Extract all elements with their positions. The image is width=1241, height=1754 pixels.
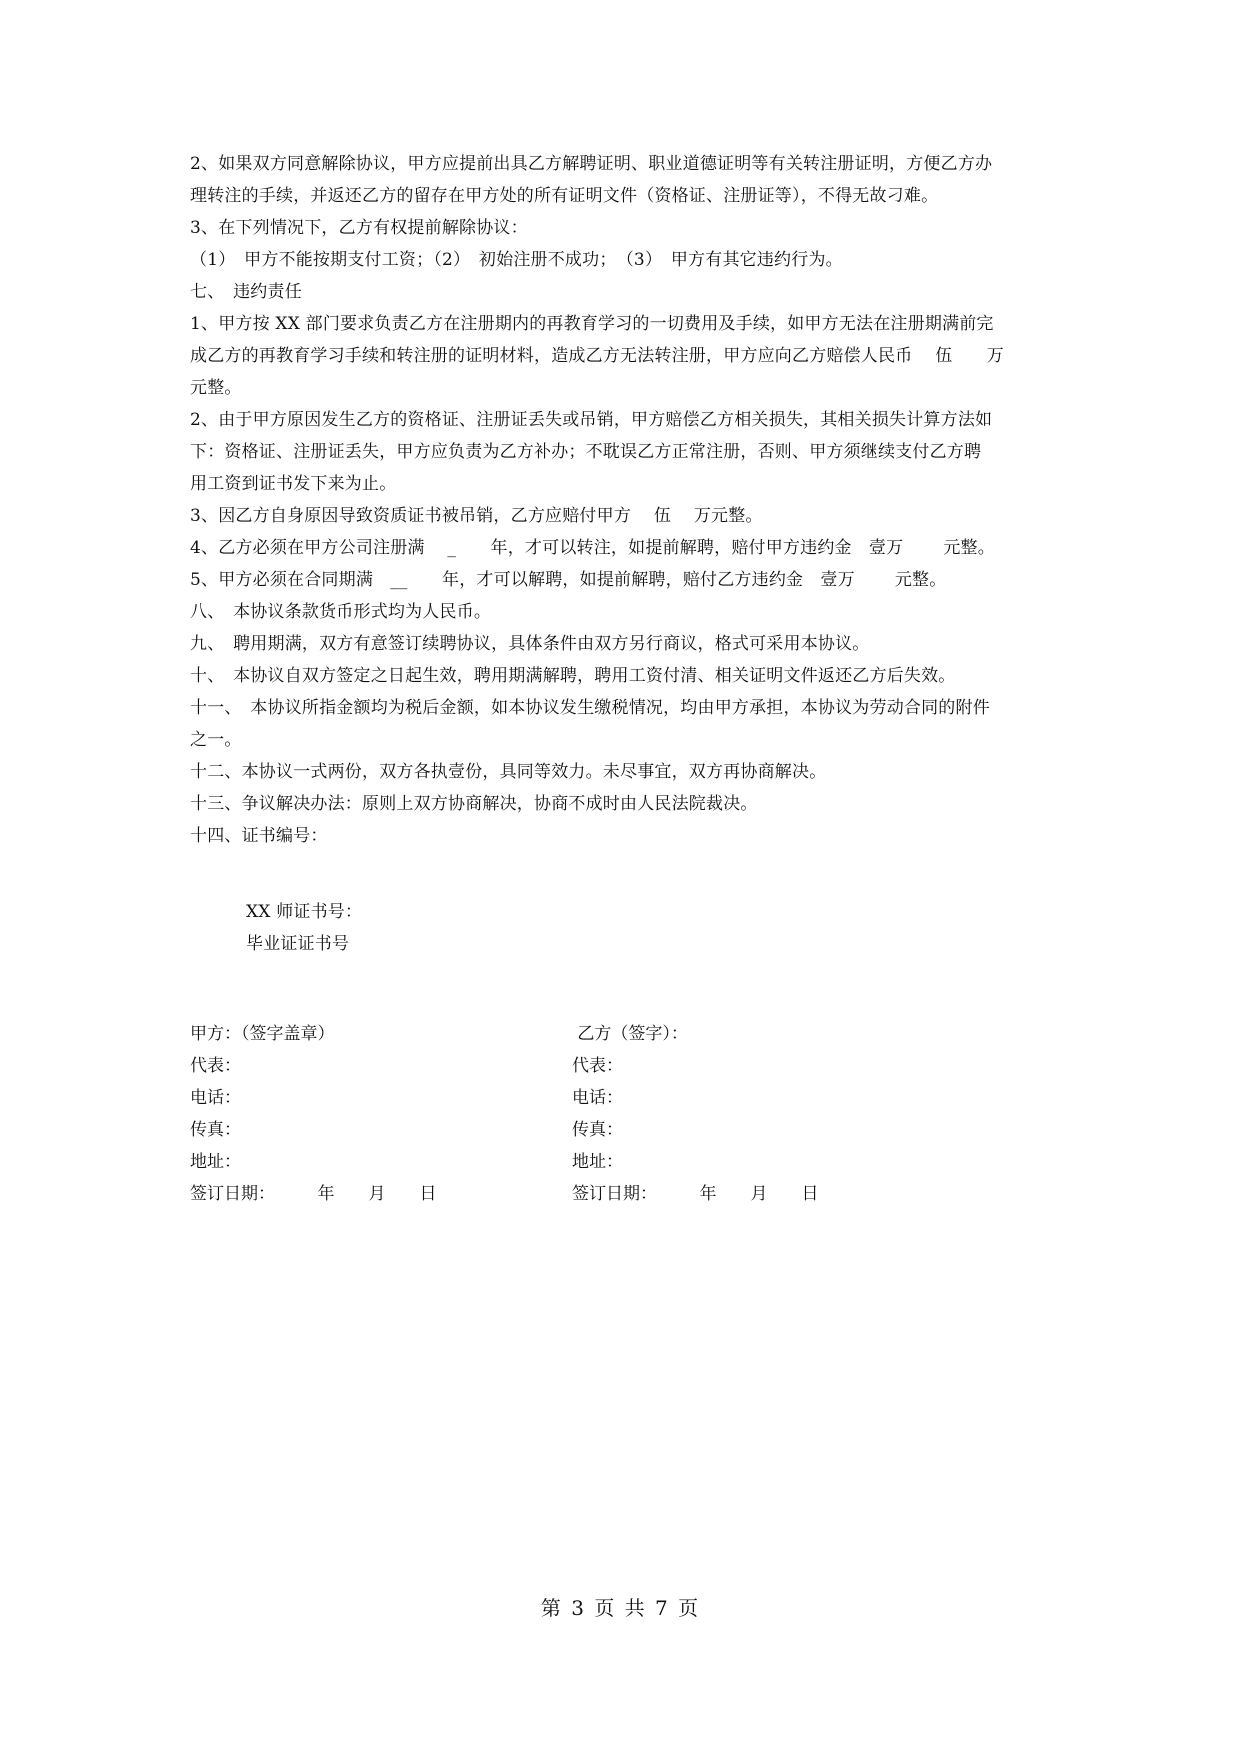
body-line: 1、甲方按 XX 部门要求负责乙方在注册期内的再教育学习的一切费用及手续，如甲方无法在注册期满前完 [190,314,994,334]
body-line: 3、在下列情况下，乙方有权提前解除协议： [190,218,528,238]
party-b-fax: 传真： [572,1120,623,1140]
signature-row [190,1114,1070,1146]
clause-8: 八、 本协议条款货币形式均为人民币。 [190,602,492,622]
clause-11: 十一、 本协议所指金额均为税后金额，如本协议发生缴税情况，均由甲方承担，本协议为劳动合同的附件 [190,698,990,718]
party-a-representative: 代表： [190,1056,241,1076]
party-a-sign-date: 签订日期： 年 月 日 [190,1184,437,1204]
clause-12: 十二、本协议一式两份，双方各执壹份，具同等效力。未尽事宜，双方再协商解决。 [190,762,827,782]
party-b-label: 乙方（签字）： [572,1024,688,1044]
certificate-numbers [190,896,1070,960]
body-line: 2、由于甲方原因发生乙方的资格证、注册证丢失或吊销，甲方赔偿乙方相关损失，其相关损失计算方法如 [190,410,993,430]
body-line: 5、甲方必须在合同期满 __ 年，才可以解聘，如提前解聘，赔付乙方违约金 壹万 元整。 [190,570,947,590]
body-line: 4、乙方必须在甲方公司注册满 _ 年，才可以转注，如提前解聘，赔付甲方违约金 壹万 元整。 [190,538,995,558]
body-line: （1） 甲方不能按期支付工资；（2） 初始注册不成功； （3） 甲方有其它违约行为。 [190,250,843,270]
body-line: 理转注的手续，并返还乙方的留存在甲方处的所有证明文件（资格证、注册证等），不得无故刁难。 [190,186,939,206]
body-line: 之一。 [190,730,242,750]
signature-row [190,1146,1070,1178]
signature-row [190,1178,1070,1210]
body-line: 元整。 [190,378,242,398]
body-line: 下：资格证、注册证丢失，甲方应负责为乙方补办；不耽误乙方正常注册，否则、甲方须继续支付乙方聘 [190,442,982,462]
page-footer: 第 3 页 共 7 页 [540,1596,701,1620]
body-line: 2、如果双方同意解除协议，甲方应提前出具乙方解聘证明、职业道德证明等有关转注册证明，方便乙方办 [190,154,993,174]
section-heading-breach: 七、 违约责任 [190,282,302,302]
party-a-label: 甲方：（签字盖章） [190,1024,335,1044]
party-b-sign-date: 签订日期： 年 月 日 [572,1184,819,1204]
clause-9: 九、 聘用期满，双方有意签订续聘协议，具体条件由双方另行商议，格式可采用本协议。 [190,634,870,654]
body-line: 成乙方的再教育学习手续和转注册的证明材料，造成乙方无法转注册，甲方应向乙方赔偿人民币 伍 万 [190,346,1005,366]
party-a-address: 地址： [190,1152,241,1172]
certificate-number-line: XX 师证书号： [246,902,363,922]
signature-row [190,1018,1070,1050]
signature-row [190,1082,1070,1114]
party-a-fax: 传真： [190,1120,241,1140]
contract-body [190,148,1070,852]
body-line: 用工资到证书发下来为止。 [190,474,397,494]
diploma-number-line: 毕业证证书号 [246,934,350,954]
signature-block [190,1018,1070,1210]
body-line: 3、因乙方自身原因导致资质证书被吊销，乙方应赔付甲方 伍 万元整。 [190,506,763,526]
spacer [190,960,1070,1018]
clause-14: 十四、证书编号： [190,826,328,846]
party-a-phone: 电话： [190,1088,241,1108]
contract-page [190,148,1070,1210]
party-b-representative: 代表： [572,1056,623,1076]
signature-row [190,1050,1070,1082]
spacer [190,852,1070,896]
clause-10: 十、 本协议自双方签定之日起生效，聘用期满解聘，聘用工资付清、相关证明文件返还乙方后失效。 [190,666,956,686]
party-b-phone: 电话： [572,1088,623,1108]
party-b-address: 地址： [572,1152,623,1172]
clause-13: 十三、争议解决办法：原则上双方协商解决，协商不成时由人民法院裁决。 [190,794,758,814]
